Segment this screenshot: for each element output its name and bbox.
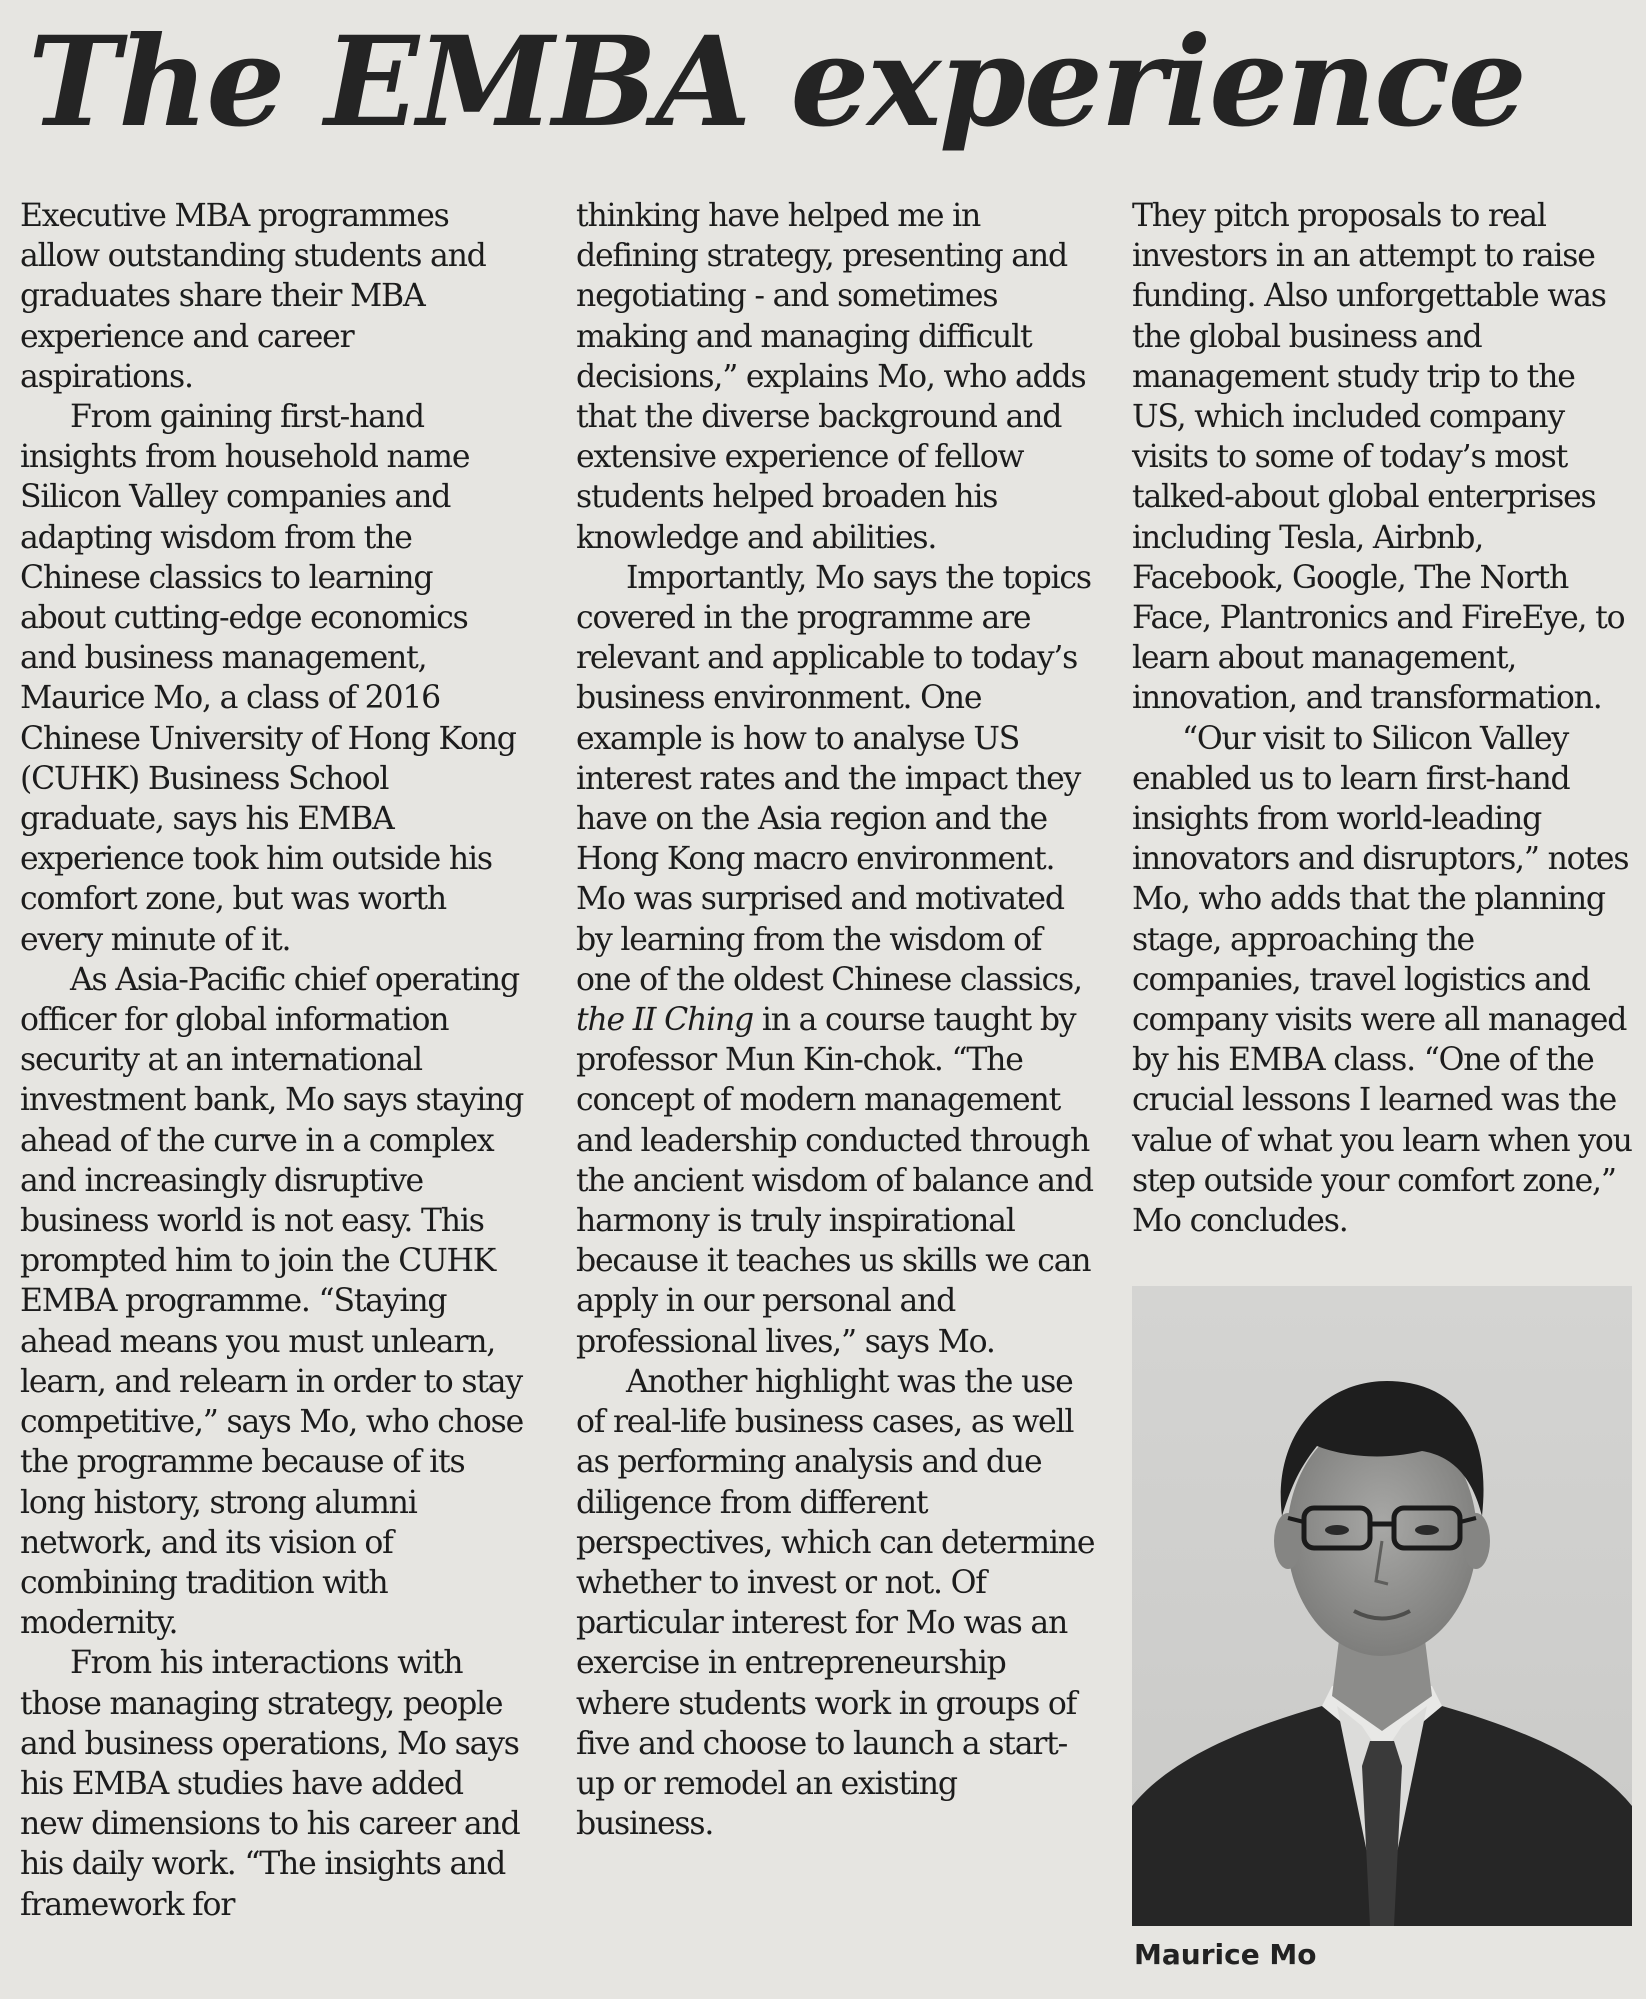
paragraph: From his interactions with those managing strategy, people and business operations, Mo says his EMBA studies have added new dimensions to his career and his daily work. “The insights and framework for [20,1645,520,1923]
paragraph-text: Importantly, Mo says the topics covered in the programme are relevant and applicable to today’s business environment. One example is how to analyse US interest rates and the impact they have on the Asia region and the Hong Kong macro environment. Mo was surprised and motivated by learning from the wisdom of one of the oldest Chinese classics, [576,559,1091,998]
paragraph: thinking have helped me in defining strategy, presenting and negotiating - and sometimes making and managing difficult decisions,” explains Mo, who adds that the diverse background and extensive experience of fellow students helped broaden his knowledge and abilities. [576,198,1086,556]
article-column-1 [20,196,525,1925]
paragraph: They pitch proposals to real investors in an attempt to raise funding. Also unforgettable was the global business and management study trip to the US, which included company visits to some of today’s most talked-about global enterprises including Tesla, Airbnb, Facebook, Google, The North Face, Plantronics and FireEye, to learn about management, innovation, and transformation. [1132,198,1625,717]
paragraph-text: in a course taught by professor Mun Kin-chok. “The concept of modern management and leadership conducted through the ancient wisdom of balance and harmony is truly inspirational because it teaches us skills we can apply in our personal and professional lives,” says Mo. [576,1002,1093,1360]
book-title: the II Ching [576,1002,754,1039]
headline: The EMBA experience [28,10,1525,155]
paragraph [576,558,1096,1362]
paragraph: Another highlight was the use of real-life business cases, as well as performing analysis and due diligence from different perspectives, which can determine whether to invest or not. Of particular interest for Mo was an exercise in entrepreneurship where students work in groups of five and choose to launch a start-up or remodel an existing business. [576,1363,1095,1843]
article-column-3 [1132,196,1632,1241]
paragraph: Executive MBA programmes allow outstanding students and graduates share their MBA experience and career aspirations. [20,198,486,395]
paragraph: From gaining first-hand insights from household name Silicon Valley companies and adapting wisdom from the Chinese classics to learning about cutting-edge economics and business management, Maurice Mo, a class of 2016 Chinese University of Hong Kong (CUHK) Business School graduate, says his EMBA experience took him outside his comfort zone, but was worth every minute of it. [20,399,516,958]
article-column-2 [576,196,1096,1844]
portrait-photo [1132,1286,1632,1926]
paragraph: “Our visit to Silicon Valley enabled us to learn first-hand insights from world-leading innovators and disruptors,” notes Mo, who adds that the planning stage, approaching the companies, travel logistics and company visits were all managed by his EMBA class. “One of the crucial lessons I learned was the value of what you learn when you step outside your comfort zone,” Mo concludes. [1132,720,1632,1240]
photo-caption: Maurice Mo [1134,1938,1317,1971]
paragraph: As Asia-Pacific chief operating officer for global information security at an international investment bank, Mo says staying ahead of the curve in a complex and increasingly disruptive business world is not easy. This prompted him to join the CUHK EMBA programme. “Staying ahead means you must unlearn, learn, and relearn in order to stay competitive,” says Mo, who chose the programme because of its long history, strong alumni network, and its vision of combining tradition with modernity. [20,961,524,1642]
portrait-illustration [1132,1286,1632,1926]
